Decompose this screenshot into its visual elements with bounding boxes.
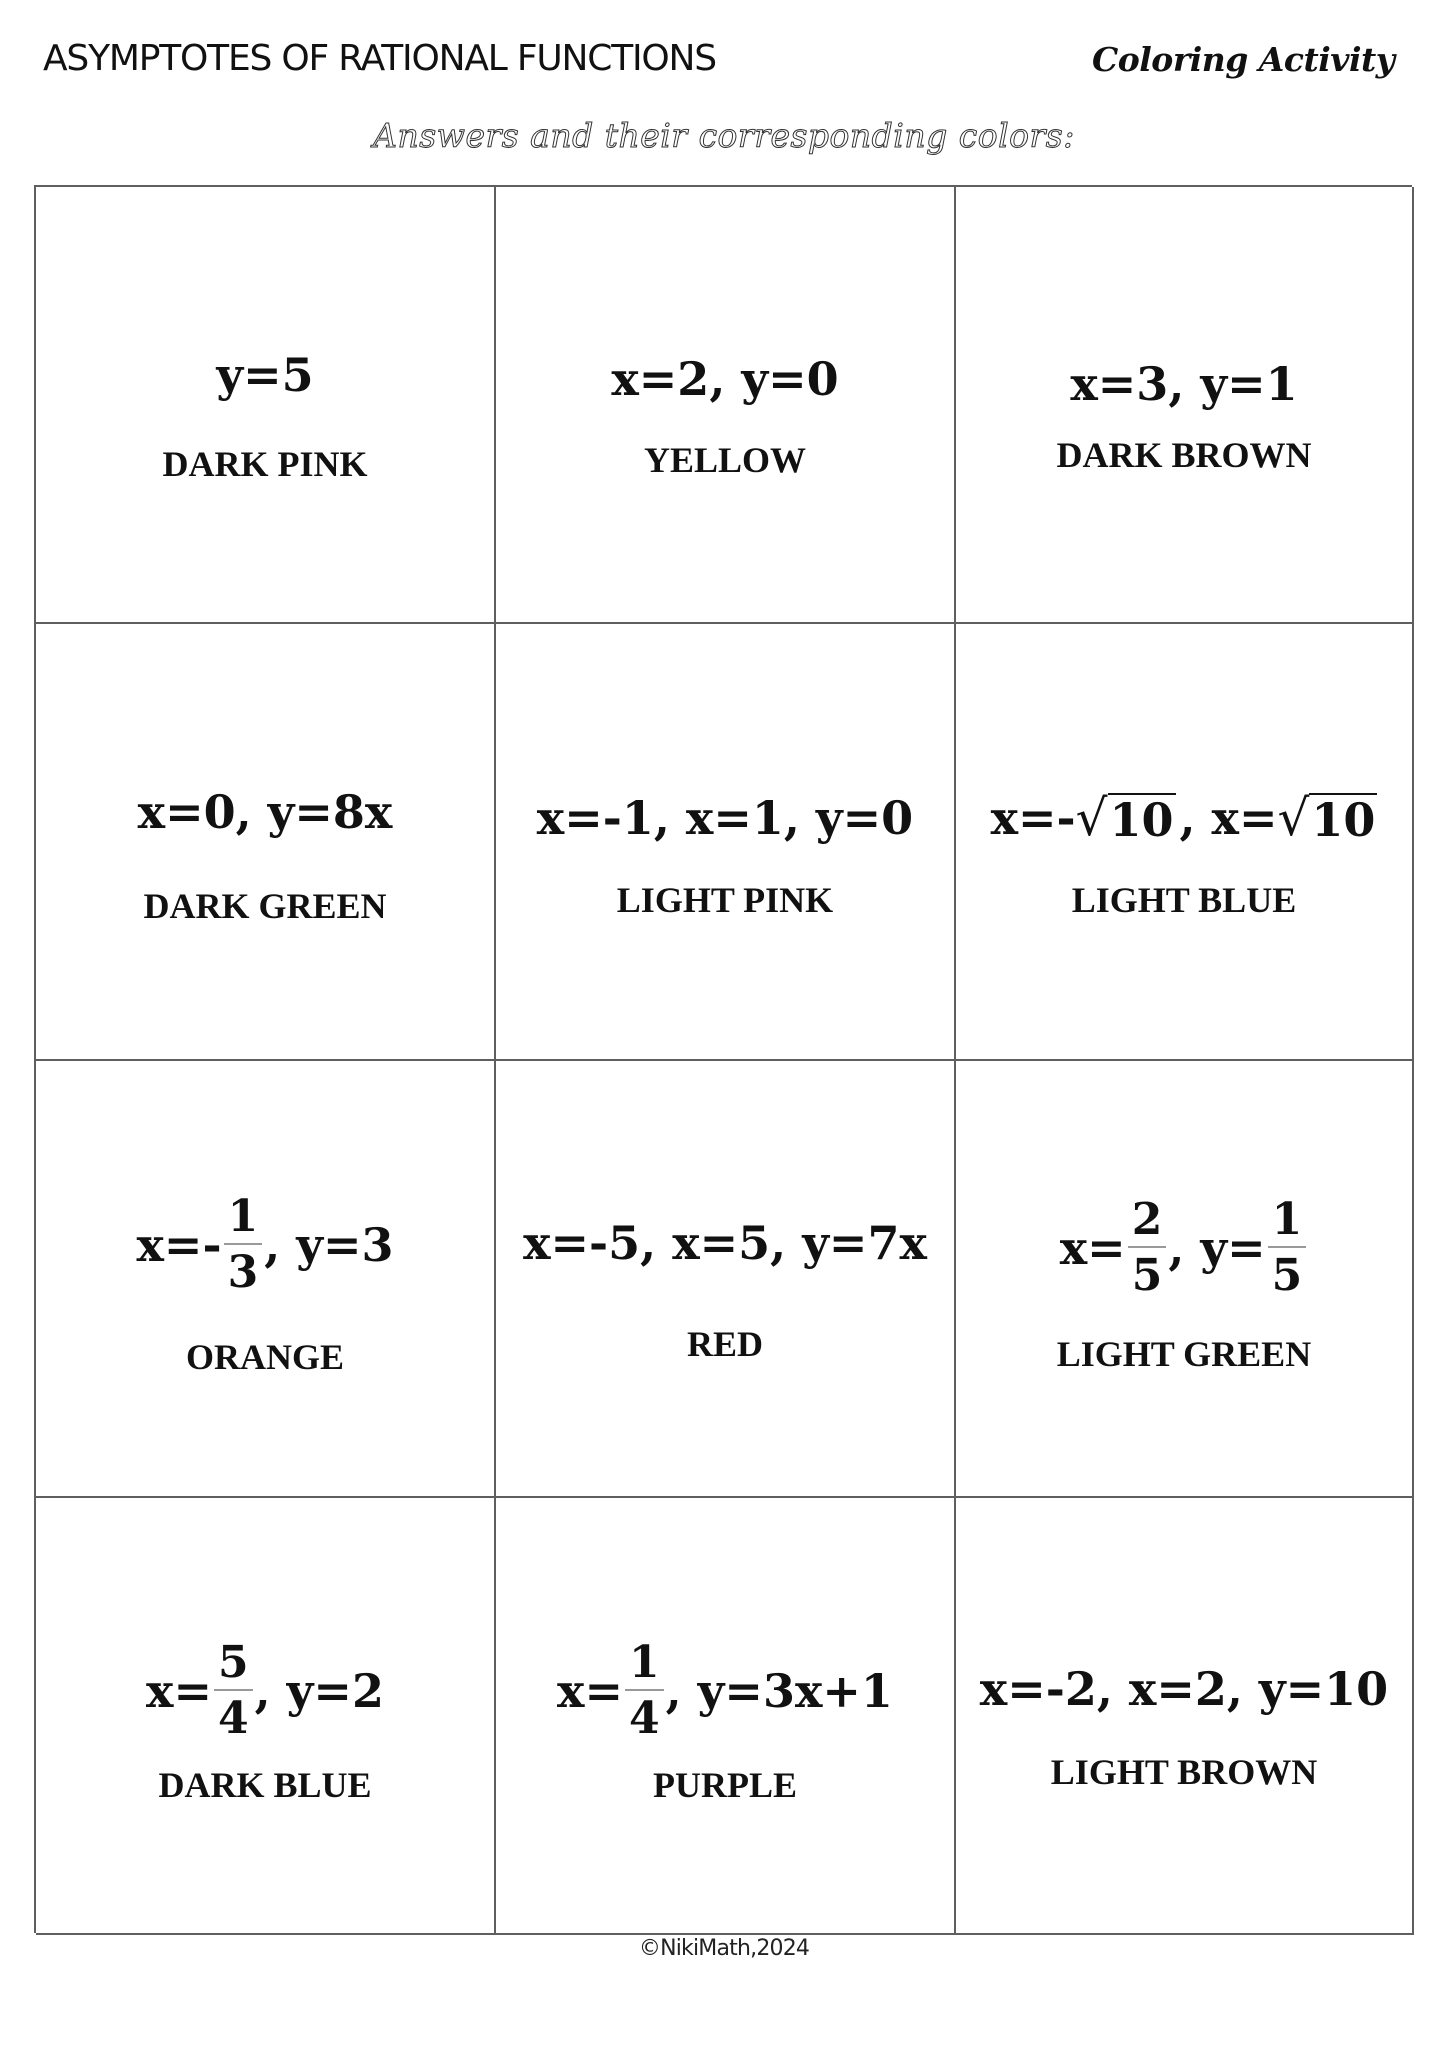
answer-cell-yellow (496, 187, 956, 624)
color-label: LIGHT GREEN (1056, 1333, 1312, 1374)
square-root (1075, 788, 1176, 847)
expr-text: , y= (1168, 1220, 1266, 1275)
expr-text: x=- (990, 790, 1076, 845)
answer-expression (557, 1626, 893, 1756)
expr-text: x=3, y=1 (1070, 356, 1298, 411)
answer-cell-light-pink (496, 624, 956, 1061)
page-title: ASYMPTOTES OF RATIONAL FUNCTIONS (43, 38, 716, 79)
color-label: LIGHT BROWN (1050, 1751, 1318, 1792)
expr-text: x=-1, x=1, y=0 (536, 790, 914, 845)
color-label: DARK BROWN (1056, 434, 1312, 475)
answer-expression (137, 1180, 394, 1310)
numerator: 1 (629, 1636, 660, 1688)
copyright-footer: ©NikiMath,2024 (638, 1936, 810, 1961)
expr-text: x=2, y=0 (611, 351, 839, 406)
expr-text: , y=3 (264, 1217, 394, 1272)
expr-text: x=0, y=8x (137, 784, 393, 839)
radicand: 10 (1109, 792, 1174, 847)
denominator: 4 (625, 1689, 664, 1741)
answer-cell-dark-brown (956, 187, 1414, 624)
color-label: YELLOW (643, 439, 807, 480)
fraction (1268, 1193, 1307, 1301)
answer-cell-light-blue (956, 624, 1414, 1061)
activity-label: Coloring Activity (1092, 40, 1395, 79)
expr-text: x=-5, x=5, y=7x (523, 1215, 927, 1270)
denominator: 3 (224, 1243, 263, 1295)
expr-text: y=5 (216, 347, 314, 402)
expr-text: x= (557, 1663, 624, 1718)
radicand: 10 (1311, 792, 1376, 847)
answer-expression (980, 1639, 1388, 1739)
answer-expression (138, 757, 393, 867)
answer-cell-dark-green (36, 624, 496, 1061)
expr-text: x= (146, 1663, 213, 1718)
square-root (1277, 788, 1378, 847)
subtitle: Answers and their corresponding colors: (373, 116, 1075, 155)
expr-text: x=-2, x=2, y=10 (979, 1661, 1389, 1716)
expr-text: x=- (136, 1217, 222, 1272)
color-label: DARK GREEN (143, 885, 387, 926)
color-label: RED (686, 1323, 763, 1364)
numerator: 5 (218, 1636, 249, 1688)
color-label: PURPLE (653, 1764, 797, 1805)
answer-cell-dark-blue (36, 1498, 496, 1935)
answer-cell-purple (496, 1498, 956, 1935)
answer-expression (537, 763, 913, 873)
expr-text: , y=2 (254, 1663, 384, 1718)
color-label: DARK PINK (162, 443, 368, 484)
answer-color-grid (34, 185, 1412, 1933)
answer-expression (611, 329, 838, 429)
answer-expression (1060, 1183, 1309, 1313)
answer-expression (991, 763, 1378, 873)
color-label: DARK BLUE (158, 1764, 372, 1805)
denominator: 5 (1128, 1246, 1167, 1298)
fraction (224, 1190, 263, 1298)
answer-expression (216, 325, 313, 425)
answer-cell-dark-pink (36, 187, 496, 624)
answer-cell-light-green (956, 1061, 1414, 1498)
answer-cell-red (496, 1061, 956, 1498)
denominator: 4 (214, 1689, 253, 1741)
color-label: LIGHT PINK (616, 879, 834, 920)
expr-text: x= (1059, 1220, 1126, 1275)
numerator: 1 (227, 1190, 259, 1242)
answer-expression (146, 1626, 384, 1756)
numerator: 1 (1271, 1193, 1303, 1245)
answer-expression (1070, 334, 1297, 434)
fraction (1128, 1193, 1167, 1301)
answer-cell-orange (36, 1061, 496, 1498)
expr-text: , x= (1179, 790, 1278, 845)
answer-expression (523, 1193, 927, 1293)
denominator: 5 (1268, 1246, 1307, 1298)
color-label: ORANGE (185, 1336, 344, 1377)
numerator: 2 (1131, 1193, 1163, 1245)
fraction (214, 1636, 253, 1744)
color-label: LIGHT BLUE (1071, 879, 1297, 920)
answer-cell-light-brown (956, 1498, 1414, 1935)
radical-sign-icon: √ (1075, 788, 1108, 847)
radical-sign-icon: √ (1277, 788, 1310, 847)
fraction (625, 1636, 664, 1744)
expr-text: , y=3x+1 (665, 1663, 893, 1718)
